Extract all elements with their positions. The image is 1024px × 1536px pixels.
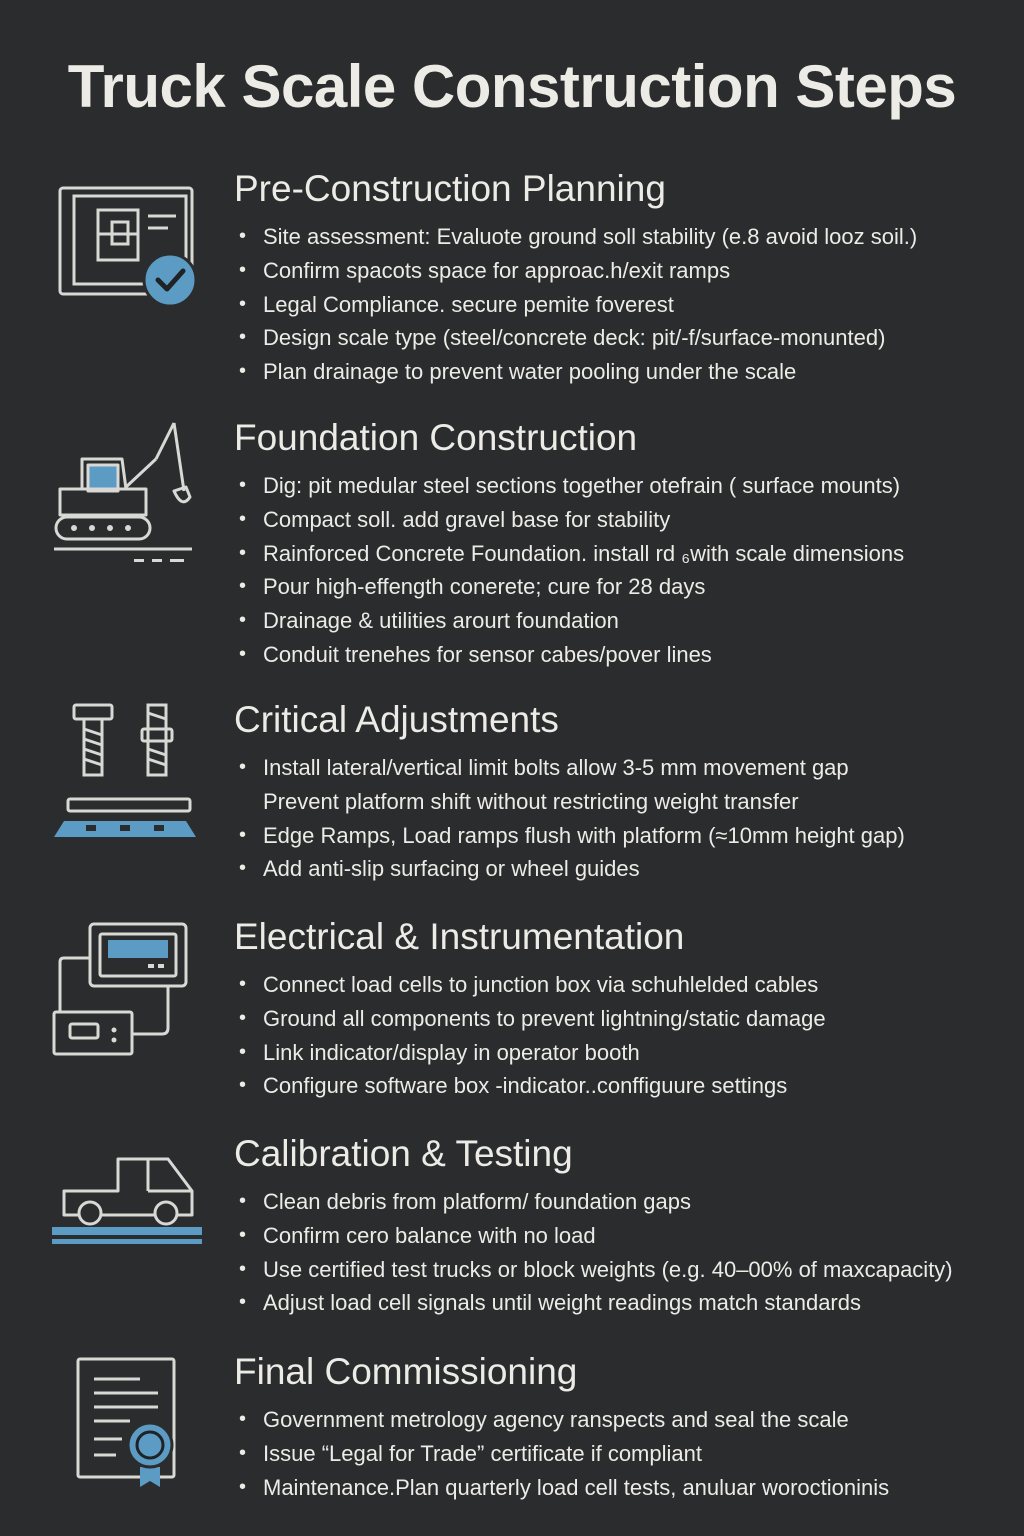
list-item: • Site assessment: Evaluote ground soll stability (e.8 avoid looz soil.)	[234, 220, 1014, 254]
list-item: • Pour high-effength conerete; cure for 28 days	[234, 570, 1014, 604]
section-heading: Critical Adjustments	[234, 699, 559, 740]
step-list	[234, 968, 1014, 1103]
excavator-icon	[48, 417, 198, 569]
list-item: • Legal Compliance. secure pemite foverest	[234, 288, 1014, 322]
list-item: • Maintenance.Plan quarterly load cell tests, anuluar woroctioninis	[234, 1471, 1014, 1505]
list-item: • Adjust load cell signals until weight readings match standards	[234, 1286, 1014, 1320]
step-list	[234, 751, 1014, 886]
list-item: • Issue “Legal for Trade” certificate if compliant	[234, 1437, 1014, 1471]
list-item: • Connect load cells to junction box via schuhlelded cables	[234, 968, 1014, 1002]
list-item: • Design scale type (steel/concrete deck: pit/-f/surface-monunted)	[234, 321, 1014, 355]
list-item: • Confirm spacots space for approac.h/exit ramps	[234, 254, 1014, 288]
step-list	[234, 469, 1014, 672]
step-list	[234, 1403, 1014, 1504]
blueprint-check-icon	[52, 176, 204, 306]
list-item: • Clean debris from platform/ foundation gaps	[234, 1185, 1014, 1219]
section-heading: Electrical & Instrumentation	[234, 916, 685, 957]
indicator-junction-box-icon	[48, 918, 194, 1060]
bolts-platform-icon	[50, 699, 200, 845]
list-item-continuation: Prevent platform shift without restricting weight transfer	[263, 788, 799, 814]
list-item: • Edge Ramps, Load ramps flush with platform (≈10mm height gap)	[234, 819, 1014, 853]
list-item: • Dig: pit medular steel sections together otefrain ( surface mounts)	[234, 469, 1014, 503]
list-item: • Add anti-slip surfacing or wheel guides	[234, 852, 1014, 886]
list-item: • Plan drainage to prevent water pooling under the scale	[234, 355, 1014, 389]
list-item: • Government metrology agency ranspects and seal the scale	[234, 1403, 1014, 1437]
step-list	[234, 220, 1014, 389]
list-item: • Install lateral/vertical limit bolts allow 3-5 mm movement gap	[234, 751, 1014, 785]
list-item: • Ground all components to prevent lightning/static damage	[234, 1002, 1014, 1036]
list-item: • Confirm cero balance with no load	[234, 1219, 1014, 1253]
list-item: • Use certified test trucks or block weights (e.g. 40–00% of maxcapacity)	[234, 1253, 1014, 1287]
list-item: • Configure software box -indicator..conffiguure settings	[234, 1069, 1014, 1103]
section-heading: Final Commissioning	[234, 1351, 578, 1392]
section-heading: Pre-Construction Planning	[234, 168, 666, 209]
list-item: • Compact soll. add gravel base for stability	[234, 503, 1014, 537]
section-heading: Foundation Construction	[234, 417, 638, 458]
certificate-seal-icon	[72, 1355, 184, 1491]
truck-on-scale-icon	[48, 1151, 204, 1251]
list-item: • Link indicator/display in operator booth	[234, 1036, 1014, 1070]
section-heading: Calibration & Testing	[234, 1133, 573, 1174]
step-list	[234, 1185, 1014, 1320]
list-item: • Rainforced Concrete Foundation. install rd ₆with scale dimensions	[234, 537, 1014, 571]
list-item: • Drainage & utilities arourt foundation	[234, 604, 1014, 638]
list-item: • Conduit trenehes for sensor cabes/pover lines	[234, 638, 1014, 672]
page-title: Truck Scale Construction Steps	[67, 53, 957, 120]
